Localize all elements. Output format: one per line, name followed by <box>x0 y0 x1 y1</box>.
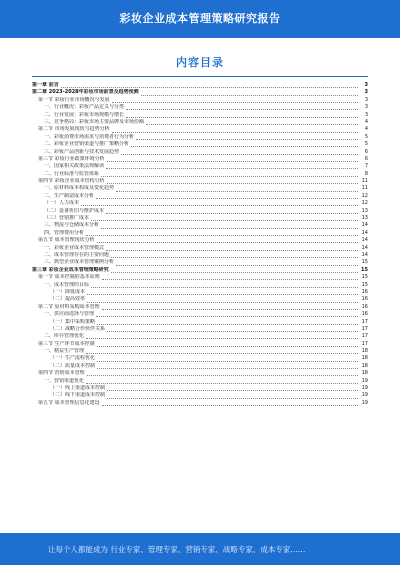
toc-entry-title: 三、竞争格局：彩妆市场主要品牌及市场份额 <box>44 118 145 125</box>
toc-entry-title: 一、精益生产管理 <box>44 348 85 355</box>
toc-entry[interactable] <box>32 304 368 311</box>
toc-leader-dots <box>101 224 358 229</box>
toc-entry[interactable] <box>32 392 368 399</box>
toc-entry-page: 17 <box>361 340 368 347</box>
toc-entry-page: 16 <box>361 303 368 310</box>
toc-entry-page: 14 <box>361 237 368 244</box>
toc-entry-title: 第三节 生产环节成本控制 <box>38 340 95 347</box>
toc-leader-dots <box>111 253 358 258</box>
toc-entry-title: 一、营销渠道优化 <box>44 377 85 384</box>
toc-entry-title: 三、物流与仓储成本分析 <box>44 222 100 229</box>
toc-entry-title: （一）集中采购策略 <box>50 318 96 325</box>
toc-entry-title: （二）战略合作伙伴关系 <box>50 325 106 332</box>
toc-leader-dots <box>87 298 358 303</box>
toc-leader-dots <box>86 334 358 339</box>
toc-entry-page: 18 <box>361 362 368 369</box>
toc-entry-page: 15 <box>361 266 368 273</box>
toc-leader-dots <box>101 172 358 177</box>
toc-leader-dots <box>121 150 358 155</box>
toc-leader-dots <box>96 312 358 317</box>
toc-entry-title: 一、原材料成本构成及变化趋势 <box>44 185 115 192</box>
toc-leader-dots <box>97 364 358 369</box>
toc-leader-dots <box>146 120 358 125</box>
toc-leader-dots <box>107 327 358 332</box>
toc-leader-dots <box>61 83 358 88</box>
toc-entry-page: 3 <box>364 104 368 111</box>
toc-entry-title: （一）降低成本 <box>50 288 86 295</box>
toc-entry-page: 18 <box>361 370 368 377</box>
toc-entry-page: 7 <box>364 163 368 170</box>
toc-entry[interactable] <box>32 274 368 281</box>
toc-entry[interactable] <box>32 385 368 392</box>
toc-entry[interactable] <box>32 149 368 156</box>
toc-entry-page: 19 <box>361 392 368 399</box>
toc-entry-page: 16 <box>361 311 368 318</box>
toc-entry[interactable] <box>32 82 368 89</box>
toc-list <box>32 82 368 407</box>
toc-leader-dots <box>116 187 358 192</box>
toc-entry-page: 4 <box>364 126 368 133</box>
toc-leader-dots <box>106 164 358 169</box>
toc-entry[interactable] <box>32 156 368 163</box>
toc-entry-page: 19 <box>361 385 368 392</box>
toc-entry[interactable] <box>32 230 368 237</box>
toc-leader-dots <box>141 91 358 96</box>
toc-entry-title: （二）质量成本控制 <box>50 362 96 369</box>
toc-entry[interactable] <box>32 296 368 303</box>
toc-entry-page: 14 <box>361 229 368 236</box>
footer-bar <box>0 533 400 565</box>
toc-entry[interactable] <box>32 141 368 148</box>
toc-leader-dots <box>107 394 358 399</box>
toc-entry-title: 第四节 彩妆企业成本结构分析 <box>38 178 105 185</box>
toc-entry-page: 3 <box>364 111 368 118</box>
toc-entry-title: 三、彩妆产品创新与技术发展趋势 <box>44 148 120 155</box>
toc-entry[interactable] <box>32 163 368 170</box>
toc-leader-dots <box>91 283 358 288</box>
toc-entry-page: 17 <box>361 333 368 340</box>
toc-entry-title: 第二节 原材料采购成本管理 <box>38 303 100 310</box>
toc-entry-title: 二、行业标准与监管体系 <box>44 170 100 177</box>
toc-leader-dots <box>87 290 358 295</box>
toc-entry-page: 14 <box>361 222 368 229</box>
toc-entry-page: 16 <box>361 288 368 295</box>
toc-entry[interactable] <box>32 326 368 333</box>
toc-entry-page: 3 <box>364 89 368 96</box>
toc-entry[interactable] <box>32 289 368 296</box>
toc-entry-title: 第二节 市场发展现状与趋势分析 <box>38 126 110 133</box>
toc-entry-page: 13 <box>361 207 368 214</box>
toc-entry-page: 17 <box>361 325 368 332</box>
toc-entry-page: 4 <box>364 118 368 125</box>
toc-entry-page: 12 <box>361 192 368 199</box>
toc-entry-page: 15 <box>361 274 368 281</box>
toc-entry-title: 四、管理费用分析 <box>44 229 85 236</box>
toc-leader-dots <box>102 305 358 310</box>
toc-leader-dots <box>86 349 358 354</box>
toc-entry-page: 19 <box>361 399 368 406</box>
toc-entry[interactable] <box>32 89 368 96</box>
toc-entry[interactable] <box>32 119 368 126</box>
toc-entry-page: 15 <box>361 281 368 288</box>
toc-entry-title: 第四节 营销成本管理 <box>38 370 85 377</box>
toc-entry-title: 一、国家相关政策法规解读 <box>44 163 105 170</box>
toc-entry[interactable] <box>32 348 368 355</box>
toc-leader-dots <box>97 238 358 243</box>
toc-entry-title: 第一节 成本控制的基本原则 <box>38 274 100 281</box>
toc-entry-page: 16 <box>361 296 368 303</box>
toc-leader-dots <box>112 98 358 103</box>
toc-entry-title: 第五节 成本管理现状分析 <box>38 237 95 244</box>
toc-entry-page: 19 <box>361 377 368 384</box>
toc-entry-page: 11 <box>361 178 368 185</box>
toc-entry[interactable] <box>32 112 368 119</box>
toc-entry-page: 14 <box>361 244 368 251</box>
toc-entry-page: 3 <box>364 96 368 103</box>
toc-leader-dots <box>96 194 358 199</box>
toc-entry-title: 一、行业概况：彩妆产品定义与分类 <box>44 104 125 111</box>
toc-entry-title: 第一章 前言 <box>32 82 59 88</box>
toc-heading: 内容目录 <box>176 56 224 69</box>
toc-entry-title: （二）设备折旧与维护成本 <box>44 207 105 214</box>
toc-leader-dots <box>86 379 358 384</box>
toc-leader-dots <box>107 157 358 162</box>
toc-entry[interactable] <box>32 259 368 266</box>
toc-entry-title: （二）提高效率 <box>50 296 86 303</box>
toc-entry-page: 5 <box>364 141 368 148</box>
toc-entry-title: 第一节 彩妆行业市场概况与发展 <box>38 96 110 103</box>
toc-entry-title: （一）生产流程优化 <box>50 355 96 362</box>
toc-entry[interactable] <box>32 215 368 222</box>
toc-entry-title: 一、成本管理的目标 <box>44 281 90 288</box>
toc-entry[interactable] <box>32 378 368 385</box>
toc-leader-dots <box>126 113 358 118</box>
toc-leader-dots <box>111 268 358 273</box>
toc-leader-dots <box>102 401 358 406</box>
toc-entry[interactable] <box>32 222 368 229</box>
toc-leader-dots <box>97 320 358 325</box>
toc-entry[interactable] <box>32 355 368 362</box>
toc-leader-dots <box>87 371 358 376</box>
toc-entry[interactable] <box>32 333 368 340</box>
toc-entry[interactable] <box>32 178 368 185</box>
toc-entry-title: （二）线下渠道成本控制 <box>50 392 106 399</box>
toc-leader-dots <box>116 261 358 266</box>
toc-entry[interactable] <box>32 193 368 200</box>
toc-divider <box>32 76 368 77</box>
toc-entry[interactable] <box>32 237 368 244</box>
toc-entry-page: 6 <box>364 155 368 162</box>
toc-entry[interactable] <box>32 363 368 370</box>
toc-entry[interactable] <box>32 104 368 111</box>
toc-entry-page: 18 <box>361 355 368 362</box>
toc-entry[interactable] <box>32 319 368 326</box>
toc-entry-title: 三、典型企业成本管理案例分析 <box>44 259 115 266</box>
toc-entry-title: 第五节 成本管理信息化建设 <box>38 399 100 406</box>
toc-entry-title: 第三章 彩妆企业成本管理策略研究 <box>32 266 109 273</box>
toc-entry-title: 第三节 彩妆行业政策环境分析 <box>38 155 105 162</box>
toc-entry-title: 二、生产制造成本分析 <box>44 192 95 199</box>
toc-entry[interactable] <box>32 370 368 377</box>
report-title: 彩妆企业成本管理策略研究报告 <box>119 12 281 25</box>
toc-entry-title: 一、彩妆消费市场需求与消费者行为分析 <box>44 133 135 140</box>
toc-leader-dots <box>97 357 358 362</box>
toc-entry-title: 一、供应商选择与管理 <box>44 311 95 318</box>
toc-entry[interactable] <box>32 134 368 141</box>
toc-leader-dots <box>106 209 358 214</box>
toc-leader-dots <box>112 128 358 133</box>
toc-entry-title: （一）线上渠道成本控制 <box>50 385 106 392</box>
toc-entry-title: （一）人力成本 <box>44 200 80 207</box>
toc-leader-dots <box>126 105 358 110</box>
toc-entry[interactable] <box>32 97 368 104</box>
toc-entry-page: 15 <box>361 259 368 266</box>
toc-entry-title: 二、行业发展：彩妆市场规模与增长 <box>44 111 125 118</box>
toc-entry[interactable] <box>32 267 368 274</box>
toc-entry[interactable] <box>32 341 368 348</box>
toc-entry-page: 3 <box>364 82 368 88</box>
toc-entry[interactable] <box>32 282 368 289</box>
toc-leader-dots <box>97 342 358 347</box>
toc-entry-page: 5 <box>364 133 368 140</box>
toc-entry-title: 二、成本管理存在的主要问题 <box>44 251 110 258</box>
toc-entry[interactable] <box>32 185 368 192</box>
toc-entry[interactable] <box>32 245 368 252</box>
toc-entry-page: 8 <box>364 170 368 177</box>
toc-leader-dots <box>102 275 358 280</box>
toc-entry-page: 17 <box>361 318 368 325</box>
toc-entry-title: （三）营销推广成本 <box>44 215 90 222</box>
toc-entry-page: 13 <box>361 215 368 222</box>
toc-entry-page: 11 <box>361 185 368 192</box>
toc-entry[interactable] <box>32 208 368 215</box>
toc-entry-title: 二、库存管理优化 <box>44 333 85 340</box>
toc-entry[interactable] <box>32 171 368 178</box>
toc-entry-page: 6 <box>364 148 368 155</box>
toc-entry[interactable] <box>32 126 368 133</box>
toc-entry[interactable] <box>32 311 368 318</box>
toc-leader-dots <box>131 142 358 147</box>
toc-entry[interactable] <box>32 400 368 407</box>
report-header-bar <box>0 0 400 38</box>
toc-leader-dots <box>107 179 358 184</box>
toc-leader-dots <box>81 201 358 206</box>
toc-entry-page: 12 <box>361 200 368 207</box>
toc-leader-dots <box>86 231 358 236</box>
toc-entry-page: 18 <box>361 348 368 355</box>
toc-entry-page: 14 <box>361 251 368 258</box>
toc-entry[interactable] <box>32 200 368 207</box>
toc-leader-dots <box>91 216 358 221</box>
footer-slogan: 让每个人都能成为 行业专家、管理专家、营销专家、战略专家、成本专家…… <box>48 545 306 554</box>
toc-leader-dots <box>107 386 358 391</box>
toc-entry-title: 一、彩妆企业成本管理模式 <box>44 244 105 251</box>
toc-entry-title: 二、彩妆企业营销渠道与推广策略分析 <box>44 141 130 148</box>
toc-leader-dots <box>136 135 358 140</box>
toc-entry-title: 第二章 2023-2028年彩妆市场前景及趋势预测 <box>32 89 139 96</box>
toc-leader-dots <box>106 246 358 251</box>
toc-entry[interactable] <box>32 252 368 259</box>
